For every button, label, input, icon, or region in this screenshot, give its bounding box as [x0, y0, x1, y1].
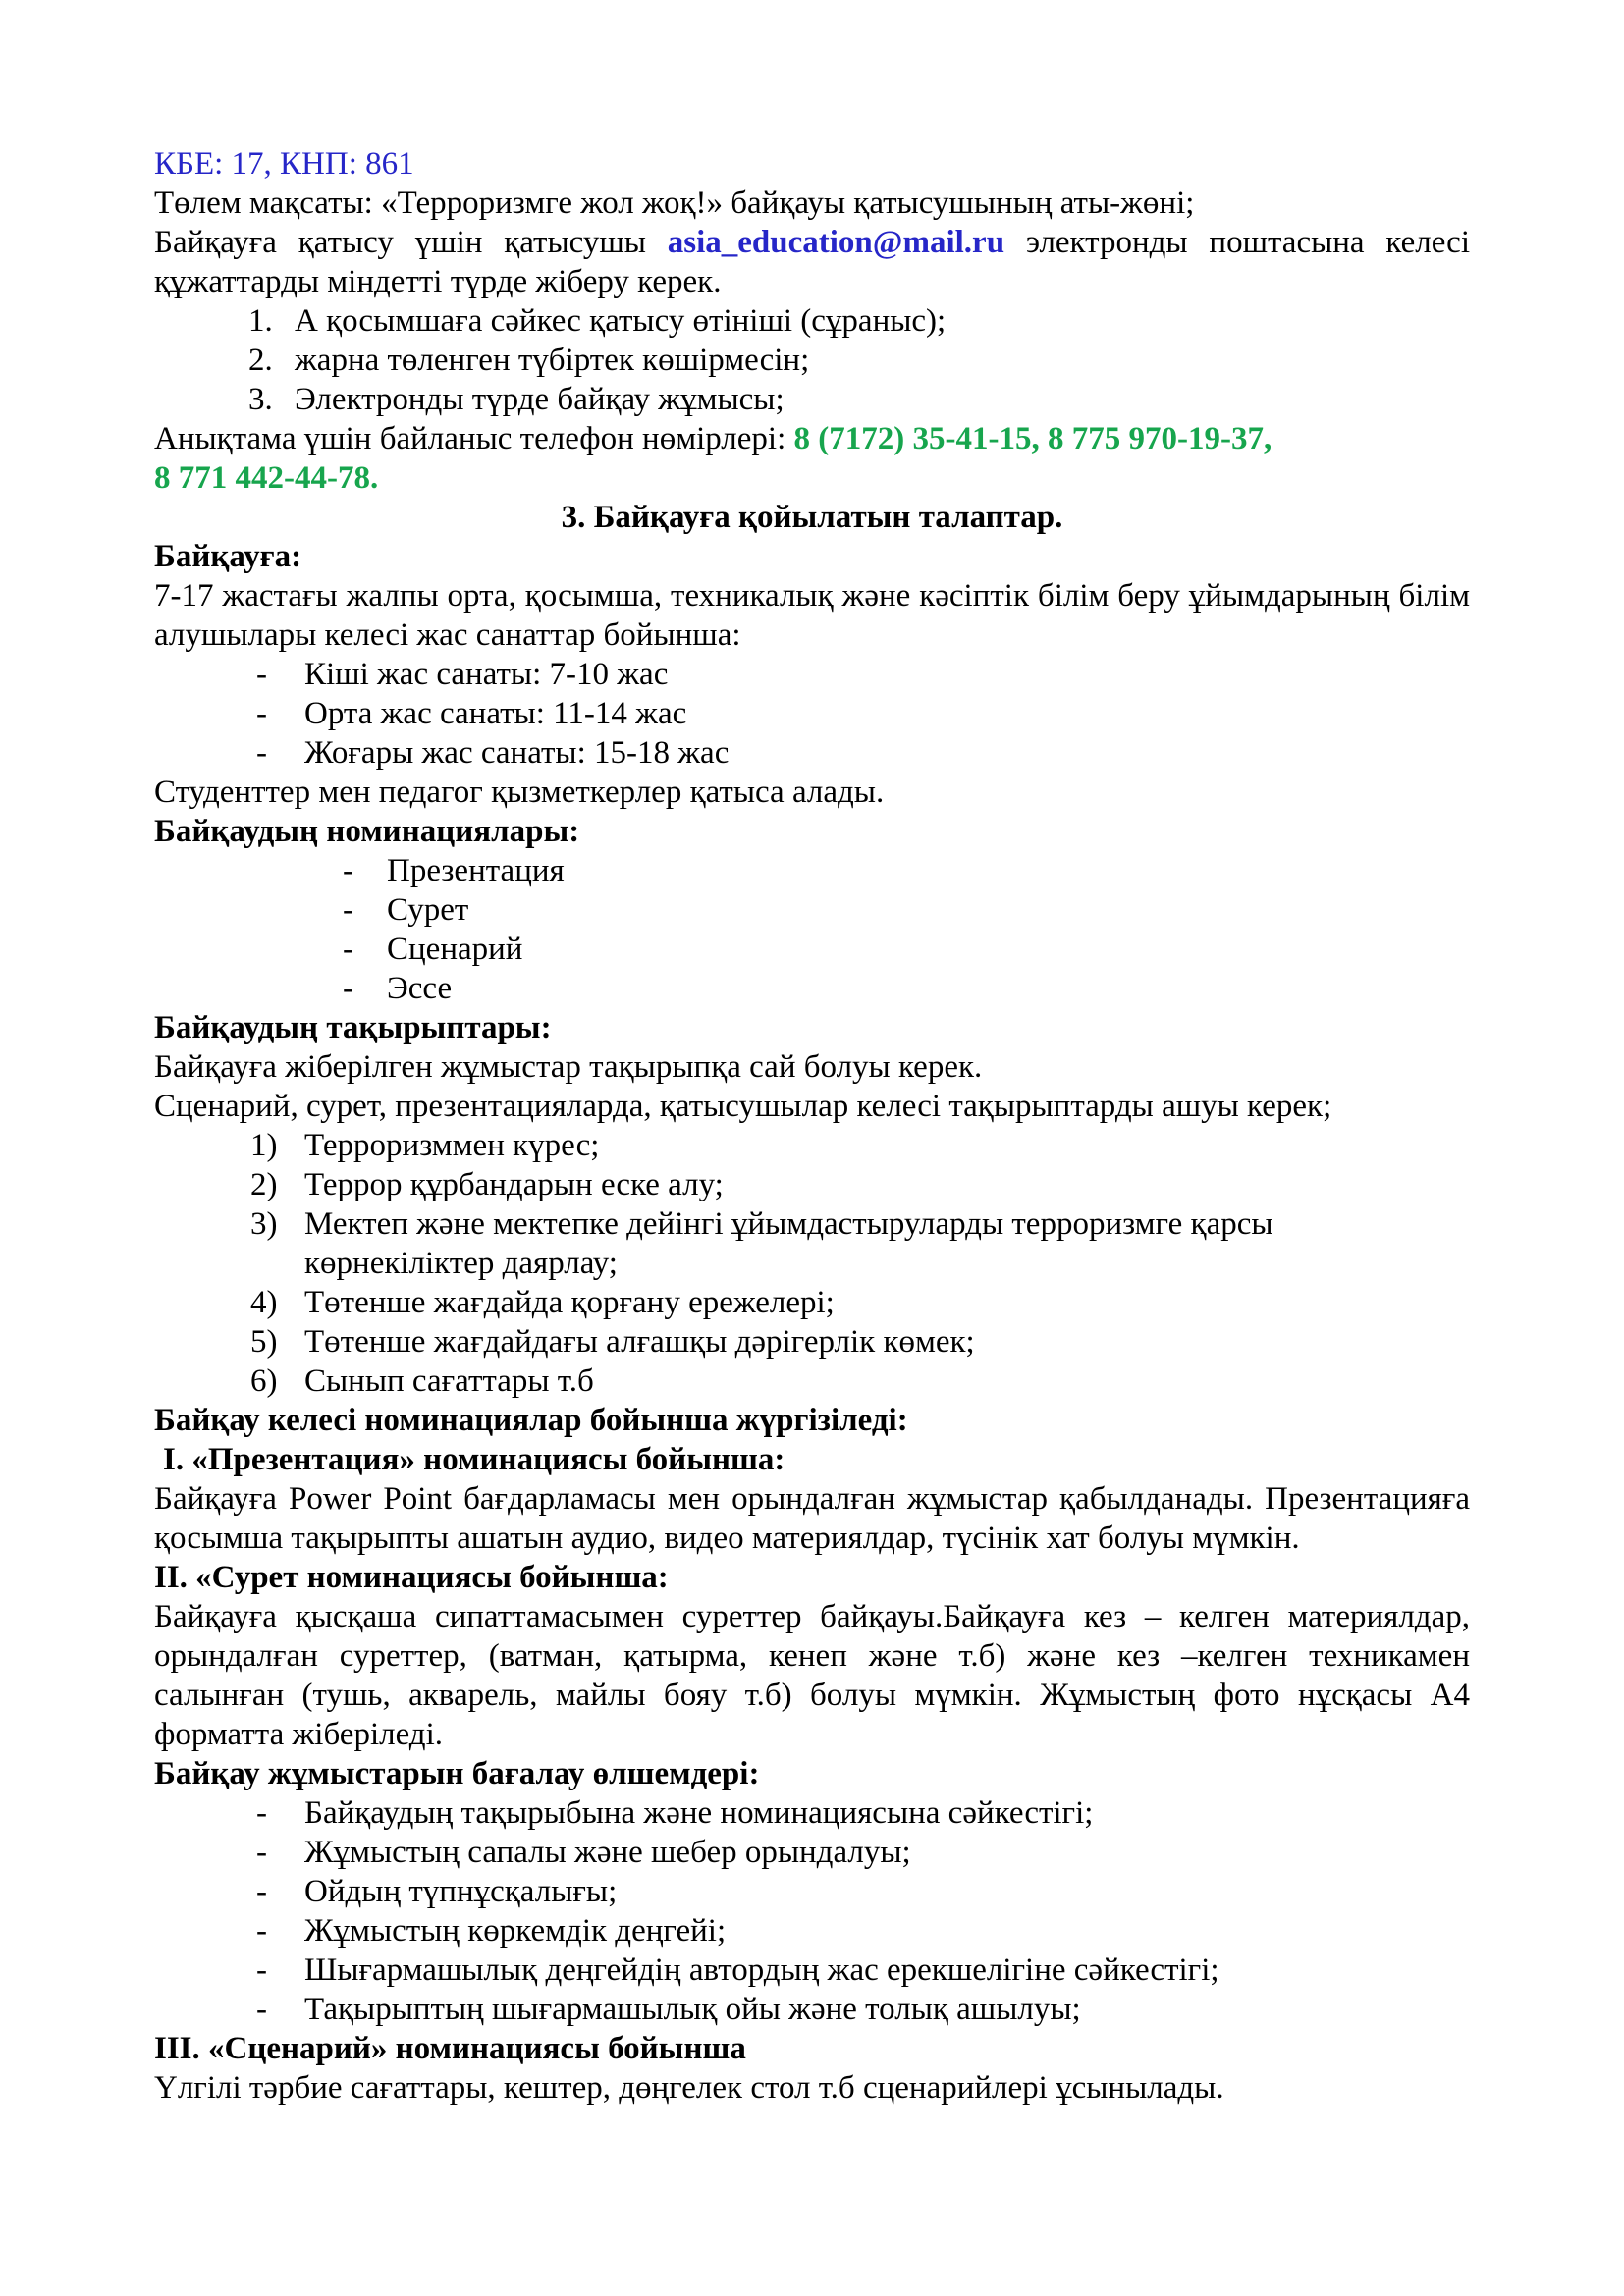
- list-item: - Тақырыптың шығармашылық ойы және толық ашылуы;: [154, 1990, 1470, 2029]
- list-item: - Сурет: [154, 890, 1470, 930]
- list-item: Терроризммен күрес;: [304, 1128, 600, 1163]
- contact-text: Анықтама үшін байланыс телефон нөмірлері:: [154, 421, 794, 456]
- submission-text-pre: Байқауға қатысу үшін қатысушы: [154, 225, 668, 260]
- list-item: Террор құрбандарын еске алу;: [304, 1167, 724, 1202]
- by-nominations-label: Байқау келесі номинациялар бойынша жүргізіледі:: [154, 1403, 908, 1438]
- eligibility-paragraph: 7-17 жастағы жалпы орта, қосымша, техникалық және кәсіптік білім беру ұйымдарының білім алушылары келесі жас санаттар бойынша:: [154, 578, 1470, 653]
- list-item: - Ойдың түпнұсқалығы;: [154, 1872, 1470, 1911]
- list-item: - Сценарий: [154, 930, 1470, 969]
- list-item: - Эссе: [154, 969, 1470, 1008]
- picture-paragraph: Байқауға қысқаша сипаттамасымен суреттер байқауы.Байқауға кез – келген материялдар, орындалған суреттер, (ватман, қатырма, кенеп және т.б) және кез –келген техникамен салынған (тушь, акварель, майлы бояу т.б) болуы мүмкін. Жұмыстың фото нұсқасы А4 форматта жіберіледі.: [154, 1599, 1470, 1752]
- age-categories-list: [154, 655, 1470, 773]
- kbe-knp-line: КБЕ: 17, КНП: 861: [154, 146, 414, 182]
- to-contest-label: Байқауға:: [154, 539, 302, 574]
- required-docs-list: [154, 301, 1470, 419]
- list-item: - Жоғары жас санаты: 15-18 жас: [154, 733, 1470, 773]
- submission-paragraph: [154, 223, 1470, 301]
- list-item: - Кіші жас санаты: 7-10 жас: [154, 655, 1470, 694]
- list-item: - Презентация: [154, 851, 1470, 890]
- presentation-paragraph: Байқауға Power Point бағдарламасы мен орындалған жұмыстар қабылданады. Презентацияға қосымша тақырыпты ашатын аудио, видео материялдар, түсінік хат болуы мүмкін.: [154, 1481, 1470, 1556]
- list-item: Сынып сағаттары т.б: [304, 1363, 594, 1399]
- list-item: - Шығармашылық деңгейдің автордың жас ерекшелігіне сәйкестігі;: [154, 1950, 1470, 1990]
- list-item: Төтенше жағдайда қорғану ережелері;: [304, 1285, 835, 1320]
- presentation-heading: I. «Презентация» номинациясы бойынша:: [163, 1442, 785, 1477]
- list-item: Мектеп және мектепке дейінгі ұйымдастыруларды терроризмге қарсы көрнекіліктер даярлау;: [304, 1206, 1273, 1281]
- list-item: - Жұмыстың сапалы және шебер орындалуы;: [154, 1833, 1470, 1872]
- scenario-heading: III. «Сценарий» номинациясы бойынша: [154, 2031, 746, 2066]
- payment-purpose-line: Төлем мақсаты: «Терроризмге жол жоқ!» байқауы қатысушының аты-жөні;: [154, 186, 1195, 221]
- list-item: Төтенше жағдайдағы алғашқы дәрігерлік көмек;: [304, 1324, 975, 1360]
- phone-numbers-line2: 8 771 442-44-78.: [154, 460, 379, 496]
- contact-paragraph: [154, 419, 1470, 498]
- phone-numbers-line1: 8 (7172) 35-41-15, 8 775 970-19-37,: [793, 421, 1272, 456]
- list-item: - Байқаудың тақырыбына және номинациясына сәйкестігі;: [154, 1793, 1470, 1833]
- scenario-paragraph: Үлгілі тәрбие сағаттары, кештер, дөңгелек стол т.б сценарийлері ұсынылады.: [154, 2070, 1224, 2106]
- themes-intro-2: Сценарий, сурет, презентацияларда, қатысушылар келесі тақырыптарды ашуы керек;: [154, 1089, 1332, 1124]
- picture-heading: II. «Сурет номинациясы бойынша:: [154, 1560, 669, 1595]
- list-item: жарна төленген түбіртек көшірмесін;: [295, 343, 810, 378]
- nominations-label: Байқаудың номинациялары:: [154, 814, 580, 849]
- students-note: Студенттер мен педагог қызметкерлер қатыса алады.: [154, 774, 885, 810]
- email-link[interactable]: asia_education@mail.ru: [667, 225, 1005, 260]
- list-item: Электронды түрде байқау жұмысы;: [295, 382, 785, 417]
- themes-list: [154, 1126, 1470, 1401]
- themes-label: Байқаудың тақырыптары:: [154, 1010, 552, 1045]
- list-item: - Жұмыстың көркемдік деңгейі;: [154, 1911, 1470, 1950]
- submission-text-post: электронды поштасына келесі құжаттарды міндетті түрде жіберу керек.: [154, 225, 1470, 299]
- criteria-label: Байқау жұмыстарын бағалау өлшемдері:: [154, 1756, 760, 1791]
- section-3-heading: 3. Байқауға қойылатын талаптар.: [561, 500, 1063, 535]
- criteria-list: [154, 1793, 1470, 2029]
- list-item: А қосымшаға сәйкес қатысу өтініші (сұраныс);: [295, 303, 947, 339]
- themes-intro-1: Байқауға жіберілген жұмыстар тақырыпқа сай болуы керек.: [154, 1049, 983, 1085]
- list-item: - Орта жас санаты: 11-14 жас: [154, 694, 1470, 733]
- nominations-list: [154, 851, 1470, 1008]
